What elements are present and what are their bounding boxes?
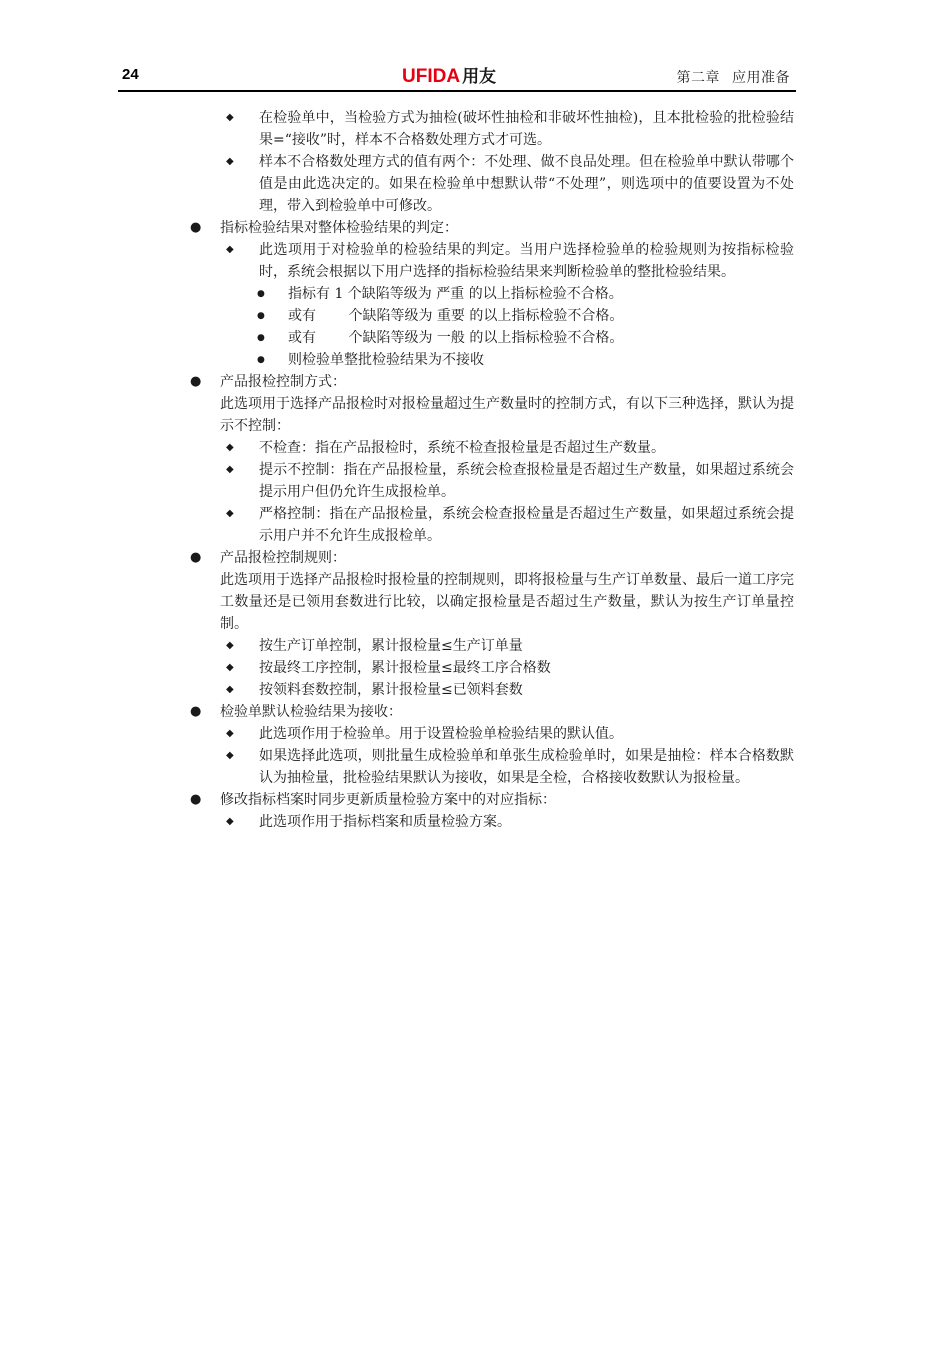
- section-heading: 检验单默认检验结果为接收：: [220, 704, 402, 720]
- diamond-bullet-icon: ◆: [226, 464, 234, 475]
- diamond-bullet-icon: ◆: [226, 750, 234, 761]
- section-heading: 修改指标档案时同步更新质量检验方案中的对应指标：: [220, 792, 556, 808]
- list-item: [0, 657, 952, 679]
- page-header: [118, 60, 796, 92]
- chapter-heading: [677, 67, 791, 87]
- paragraph: 此选项用于选择产品报检时对报检量超过生产数量时的控制方式，有以下三种选择，默认为提示不控制：: [220, 396, 794, 434]
- logo-brand: UFIDA: [402, 66, 461, 87]
- diamond-bullet-icon: ◆: [226, 662, 234, 673]
- small-dot-bullet-icon: ●: [257, 355, 265, 365]
- list-item-text: 严格控制：指在产品报检量，系统会检查报检量是否超过生产数量，如果超过系统会提示用户并不允许生成报检单。: [259, 506, 794, 544]
- list-item: [0, 151, 952, 217]
- list-item: [0, 503, 952, 547]
- diamond-bullet-icon: ◆: [226, 728, 234, 739]
- small-dot-bullet-icon: ●: [257, 311, 265, 321]
- list-item: [0, 437, 952, 459]
- diamond-bullet-icon: ◆: [226, 684, 234, 695]
- list-item-text: 样本不合格数处理方式的值有两个：不处理、做不良品处理。但在检验单中默认带哪个值是由此选决定的。如果在检验单中想默认带“不处理”，则选项中的值要设置为不处理，带入到检验单中可修改。: [259, 154, 794, 214]
- paragraph: 此选项用于选择产品报检时报检量的控制规则，即将报检量与生产订单数量、最后一道工序完工数量还是已领用套数进行比较，以确定报检量是否超过生产数量，默认为按生产订单量控制。: [220, 572, 794, 632]
- section-item: [0, 547, 952, 569]
- sub-list-item: [0, 305, 952, 327]
- sub-list-item: [0, 283, 952, 305]
- list-item: [0, 811, 952, 833]
- dot-bullet-icon: ●: [190, 220, 202, 235]
- page-number: 24: [122, 66, 139, 83]
- chapter-number: 第二章: [676, 70, 720, 86]
- diamond-bullet-icon: ◆: [226, 508, 234, 519]
- logo-chinese: 用友: [462, 67, 497, 87]
- diamond-bullet-icon: ◆: [226, 442, 234, 453]
- dot-bullet-icon: ●: [190, 550, 202, 565]
- dot-bullet-icon: ●: [190, 374, 202, 389]
- sub-list-item-text: 或有 个缺陷等级为 一般 的以上指标检验不合格。: [288, 330, 624, 346]
- list-item-text: 在检验单中，当检验方式为抽检(破坏性抽检和非破坏性抽检)，且本批检验的批检验结果=“接收”时，样本不合格数处理方式才可选。: [259, 110, 794, 148]
- diamond-bullet-icon: ◆: [226, 156, 234, 167]
- sub-list-item-text: 则检验单整批检验结果为不接收: [288, 352, 484, 368]
- chapter-title: 应用准备: [732, 70, 790, 86]
- sub-list-item: [0, 349, 952, 371]
- sub-list-item-text: 指标有 1 个缺陷等级为 严重 的以上指标检验不合格。: [288, 286, 623, 302]
- list-item-text: 此选项作用于指标档案和质量检验方案。: [259, 814, 511, 830]
- list-item: [0, 459, 952, 503]
- section-item: [0, 217, 952, 239]
- list-item-text: 按最终工序控制，累计报检量≤最终工序合格数: [259, 660, 551, 676]
- section-heading: 产品报检控制方式：: [220, 374, 346, 390]
- list-item: [0, 723, 952, 745]
- diamond-bullet-icon: ◆: [226, 816, 234, 827]
- list-item-text: 此选项作用于检验单。用于设置检验单检验结果的默认值。: [259, 726, 623, 742]
- diamond-bullet-icon: ◆: [226, 112, 234, 123]
- list-item: [0, 679, 952, 701]
- list-item: [0, 239, 952, 283]
- diamond-bullet-icon: ◆: [226, 640, 234, 651]
- list-item-text: 如果选择此选项，则批量生成检验单和单张生成检验单时，如果是抽检：样本合格数默认为抽检量，批检验结果默认为接收，如果是全检，合格接收数默认为报检量。: [259, 748, 794, 786]
- sub-list-item: [0, 327, 952, 349]
- list-item-text: 不检查：指在产品报检时，系统不检查报检量是否超过生产数量。: [259, 440, 665, 456]
- diamond-bullet-icon: ◆: [226, 244, 234, 255]
- sub-list-item-text: 或有 个缺陷等级为 重要 的以上指标检验不合格。: [288, 308, 624, 324]
- dot-bullet-icon: ●: [190, 704, 202, 719]
- small-dot-bullet-icon: ●: [257, 289, 265, 299]
- list-item: [0, 635, 952, 657]
- dot-bullet-icon: ●: [190, 792, 202, 807]
- section-item: [0, 371, 952, 393]
- section-item: [0, 789, 952, 811]
- ufida-logo: [402, 62, 496, 88]
- list-item-text: 按领料套数控制，累计报检量≤已领料套数: [259, 682, 523, 698]
- small-dot-bullet-icon: ●: [257, 333, 265, 343]
- list-item: [0, 745, 952, 789]
- list-item-text: 按生产订单控制，累计报检量≤生产订单量: [259, 638, 523, 654]
- list-item-text: 此选项用于对检验单的检验结果的判定。当用户选择检验单的检验规则为按指标检验时，系统会根据以下用户选择的指标检验结果来判断检验单的整批检验结果。: [259, 242, 794, 280]
- section-item: [0, 701, 952, 723]
- list-item: [0, 107, 952, 151]
- list-item-text: 提示不控制：指在产品报检量，系统会检查报检量是否超过生产数量，如果超过系统会提示用户但仍允许生成报检单。: [259, 462, 794, 500]
- section-heading: 产品报检控制规则：: [220, 550, 346, 566]
- section-heading: 指标检验结果对整体检验结果的判定：: [220, 220, 458, 236]
- document-body: [0, 107, 952, 833]
